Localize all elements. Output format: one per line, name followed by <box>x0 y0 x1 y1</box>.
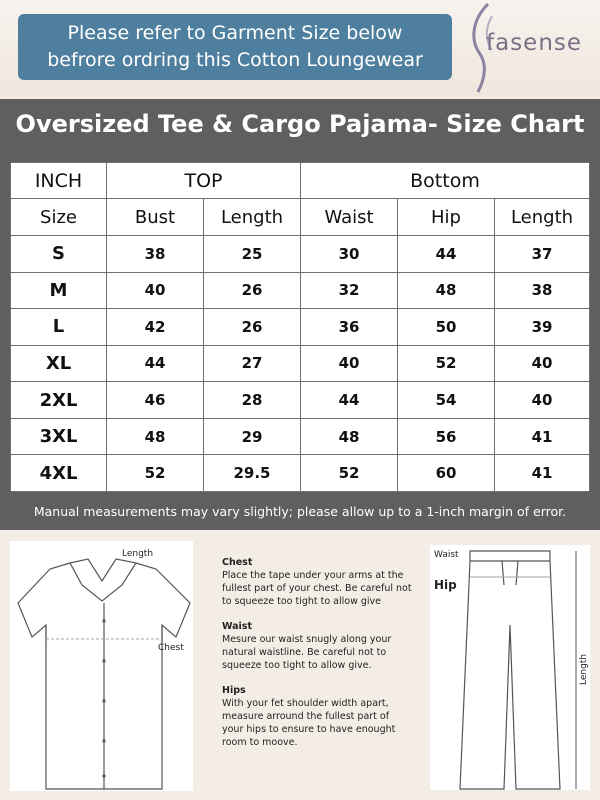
table-cell: 36 <box>301 309 398 346</box>
table-cell: 48 <box>398 272 495 309</box>
unit-header: INCH <box>11 163 107 199</box>
table-cell: 54 <box>398 382 495 419</box>
guide-waist-title: Waist <box>222 621 253 632</box>
table-cell: 41 <box>495 455 590 492</box>
page-title: Oversized Tee & Cargo Pajama- Size Chart <box>15 110 585 138</box>
table-cell: 32 <box>301 272 398 309</box>
table-row <box>11 236 590 273</box>
shirt-diagram <box>10 541 193 791</box>
notice-line-2: befrore ordring this Cotton Loungewear <box>47 49 423 71</box>
table-cell: 28 <box>204 382 301 419</box>
size-cell: L <box>11 309 107 346</box>
table-cell: 40 <box>107 272 204 309</box>
top-header: TOP <box>107 163 301 199</box>
table-cell: 52 <box>398 345 495 382</box>
pants-waist-label: Waist <box>434 550 459 560</box>
guide-hips-text: With your fet shoulder width apart, measure arround the fullest part of your hips to ensure to have enought room to moove. <box>222 698 396 748</box>
size-cell: 2XL <box>11 382 107 419</box>
table-cell: 60 <box>398 455 495 492</box>
column-header: Length <box>204 199 301 236</box>
shirt-outline-icon <box>18 559 190 789</box>
column-header: Hip <box>398 199 495 236</box>
table-cell: 44 <box>301 382 398 419</box>
pants-length-label: Length <box>579 653 589 685</box>
table-cell: 26 <box>204 309 301 346</box>
table-cell: 41 <box>495 418 590 455</box>
table-cell: 39 <box>495 309 590 346</box>
table-row <box>11 455 590 492</box>
table-cell: 40 <box>495 345 590 382</box>
table-cell: 46 <box>107 382 204 419</box>
table-cell: 40 <box>301 345 398 382</box>
table-cell: 44 <box>107 345 204 382</box>
table-cell: 52 <box>107 455 204 492</box>
table-cell: 48 <box>107 418 204 455</box>
measurement-guide <box>222 556 412 761</box>
table-cell: 42 <box>107 309 204 346</box>
size-cell: M <box>11 272 107 309</box>
column-header: Size <box>11 199 107 236</box>
table-cell: 37 <box>495 236 590 273</box>
table-cell: 29.5 <box>204 455 301 492</box>
pants-hip-label: Hip <box>434 578 457 592</box>
table-cell: 38 <box>107 236 204 273</box>
table-group-header-row <box>11 163 590 199</box>
table-row <box>11 418 590 455</box>
notice-banner <box>18 14 452 80</box>
table-row <box>11 309 590 346</box>
table-cell: 44 <box>398 236 495 273</box>
size-cell: 4XL <box>11 455 107 492</box>
size-chart-table <box>10 162 590 492</box>
table-column-header-row <box>11 199 590 236</box>
guide-chest-title: Chest <box>222 557 253 568</box>
table-cell: 26 <box>204 272 301 309</box>
shirt-chest-label: Chest <box>158 643 184 653</box>
table-cell: 38 <box>495 272 590 309</box>
size-cell: S <box>11 236 107 273</box>
table-cell: 27 <box>204 345 301 382</box>
disclaimer-text: Manual measurements may vary slightly; please allow up to a 1-inch margin of error. <box>33 504 567 519</box>
guide-hips-title: Hips <box>222 685 246 696</box>
table-cell: 29 <box>204 418 301 455</box>
table-row <box>11 382 590 419</box>
table-cell: 30 <box>301 236 398 273</box>
notice-line-1: Please refer to Garment Size below <box>67 22 403 44</box>
table-cell: 52 <box>301 455 398 492</box>
pants-diagram <box>430 545 590 790</box>
table-cell: 25 <box>204 236 301 273</box>
shirt-length-label: Length <box>122 549 154 559</box>
size-cell: 3XL <box>11 418 107 455</box>
table-cell: 40 <box>495 382 590 419</box>
brand-name: fasense <box>486 30 583 56</box>
column-header: Bust <box>107 199 204 236</box>
table-row <box>11 272 590 309</box>
table-row <box>11 345 590 382</box>
column-header: Length <box>495 199 590 236</box>
pants-outline-icon <box>460 551 560 789</box>
bottom-header: Bottom <box>301 163 590 199</box>
size-cell: XL <box>11 345 107 382</box>
table-cell: 56 <box>398 418 495 455</box>
guide-chest-text: Place the tape under your arms at the fullest part of your chest. Be careful not to squeeze too tight to allow give <box>222 570 412 607</box>
column-header: Waist <box>301 199 398 236</box>
table-cell: 50 <box>398 309 495 346</box>
guide-waist-text: Mesure our waist snugly along your natural waistline. Be careful not to squeeze too tight to allow give. <box>222 634 392 671</box>
table-cell: 48 <box>301 418 398 455</box>
